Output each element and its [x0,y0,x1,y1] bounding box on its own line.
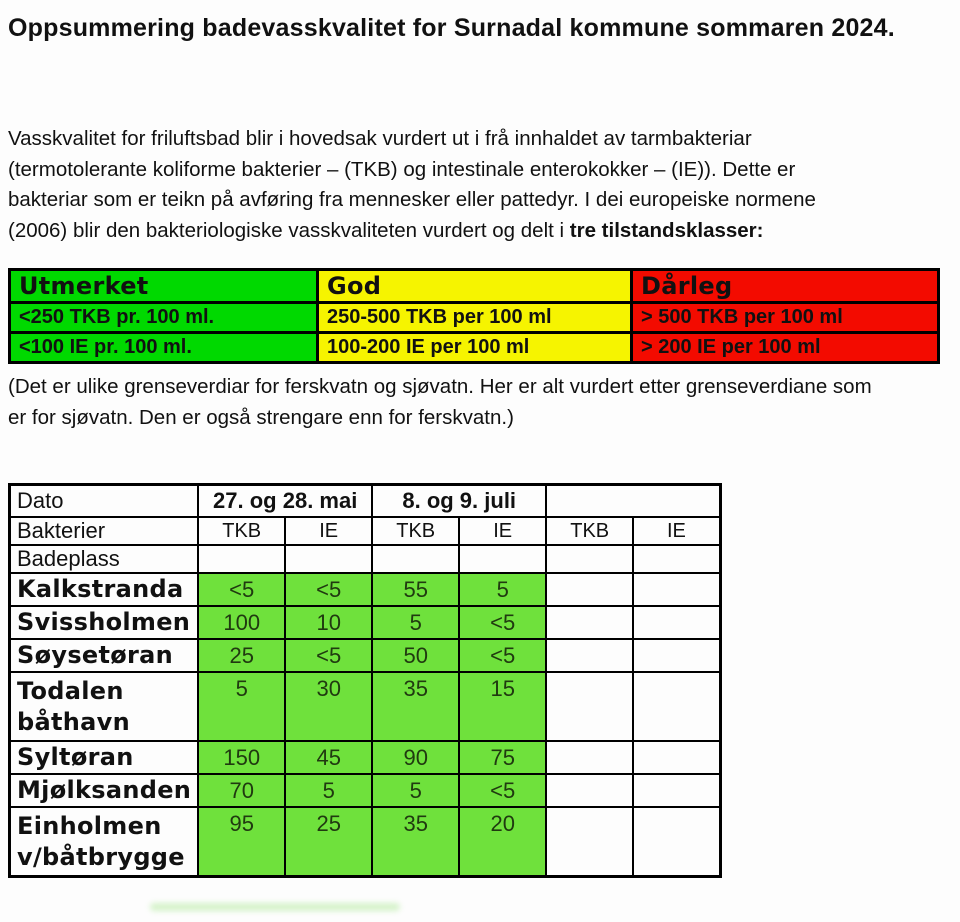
value-cell: 55 [372,573,459,606]
value-cell: <5 [459,639,546,672]
value-cell [633,672,720,741]
table-row [10,606,721,639]
value-cell [633,741,720,774]
value-cell: 35 [372,807,459,877]
legend-header-row [10,270,939,303]
note-line: (Det er ulike grenseverdiar for ferskvatn og sjøvatn. Her er alt vurdert etter grenseverdiane som [8,375,872,398]
place-name: Einholmen v/båtbrygge [10,807,199,877]
value-cell [633,774,720,807]
value-cell: 45 [285,741,372,774]
value-cell [546,774,633,807]
bacteria-header-row [10,517,721,545]
place-name: Kalkstranda [10,573,199,606]
place-name: Todalen båthavn [10,672,199,741]
value-cell [546,807,633,877]
legend-cell-tkb-god: 250-500 TKB per 100 ml [318,303,632,333]
empty-cell [372,545,459,573]
value-cell: 5 [285,774,372,807]
empty-cell [198,545,285,573]
scan-artifact [150,903,400,911]
value-cell: <5 [459,606,546,639]
table-row [10,639,721,672]
badeplass-header-row [10,545,721,573]
value-cell: 10 [285,606,372,639]
value-cell [546,573,633,606]
bacteria-row-label: Bakterier [10,517,199,545]
note-paragraph [8,372,956,433]
place-name: Syltøran [10,741,199,774]
value-cell: <5 [285,639,372,672]
intro-paragraph [8,124,956,246]
place-name: Mjølksanden [10,774,199,807]
badeplass-row-label: Badeplass [10,545,199,573]
legend-cell-ie-utmerket: <100 IE pr. 100 ml. [10,333,318,363]
water-quality-legend-table [8,268,940,364]
value-cell: 5 [459,573,546,606]
empty-cell [459,545,546,573]
legend-cell-ie-darleg: > 200 IE per 100 ml [632,333,939,363]
legend-cell-tkb-darleg: > 500 TKB per 100 ml [632,303,939,333]
empty-cell [285,545,372,573]
value-cell: 50 [372,639,459,672]
intro-line-text: (2006) blir den bakteriologiske vasskvaliteten vurdert og delt i [8,218,570,242]
value-cell: 15 [459,672,546,741]
place-name: Søysetøran [10,639,199,672]
value-cell: 25 [198,639,285,672]
value-cell: 100 [198,606,285,639]
date-group-may: 27. og 28. mai [198,485,372,518]
bacteria-col-header: IE [633,517,720,545]
empty-cell [546,545,633,573]
date-group-empty [546,485,720,518]
value-cell: <5 [285,573,372,606]
value-cell: 30 [285,672,372,741]
intro-line [8,216,956,247]
bacteria-col-header: IE [285,517,372,545]
table-row [10,672,721,741]
value-cell: <5 [198,573,285,606]
intro-line: Vasskvalitet for friluftsbad blir i hovedsak vurdert ut i frå innhaldet av tarmbakteriar [8,127,752,150]
value-cell [546,639,633,672]
note-line: er for sjøvatn. Den er også strengare enn for ferskvatn.) [8,405,514,429]
table-row [10,573,721,606]
value-cell: 20 [459,807,546,877]
legend-header-darleg: Dårleg [632,270,939,303]
value-cell [633,807,720,877]
empty-cell [633,545,720,573]
value-cell [633,606,720,639]
value-cell: 5 [198,672,285,741]
value-cell: 35 [372,672,459,741]
intro-bold-text: tre tilstandsklasser: [569,218,764,242]
value-cell: 25 [285,807,372,877]
intro-line: (termotolerante koliforme bakterier – (TKB) og intestinale enterokokker – (IE)). Dette er [8,157,796,181]
table-row [10,741,721,774]
value-cell: 70 [198,774,285,807]
legend-header-utmerket: Utmerket [10,270,318,303]
value-cell [633,639,720,672]
table-row [10,807,721,877]
value-cell [633,573,720,606]
value-cell: 90 [372,741,459,774]
bacteria-col-header: TKB [372,517,459,545]
value-cell: 5 [372,606,459,639]
measurement-table [8,483,722,878]
value-cell [546,672,633,741]
legend-cell-ie-god: 100-200 IE per 100 ml [318,333,632,363]
bacteria-col-header: IE [459,517,546,545]
value-cell: 5 [372,774,459,807]
bacteria-col-header: TKB [546,517,633,545]
place-name: Svissholmen [10,606,199,639]
date-header-row [10,485,721,518]
value-cell [546,741,633,774]
value-cell: 150 [198,741,285,774]
date-group-july: 8. og 9. juli [372,485,546,518]
intro-line: bakteriar som er teikn på avføring fra mennesker eller pattedyr. I dei europeiske normene [8,188,816,211]
bacteria-col-header: TKB [198,517,285,545]
value-cell: <5 [459,774,546,807]
legend-cell-tkb-utmerket: <250 TKB pr. 100 ml. [10,303,318,333]
value-cell [546,606,633,639]
legend-header-god: God [318,270,632,303]
date-row-label: Dato [10,485,199,518]
table-row [10,774,721,807]
page-title: Oppsummering badevasskvalitet for Surnadal kommune sommaren 2024. [8,14,895,42]
legend-ie-row [10,333,939,363]
value-cell: 75 [459,741,546,774]
legend-tkb-row [10,303,939,333]
value-cell: 95 [198,807,285,877]
